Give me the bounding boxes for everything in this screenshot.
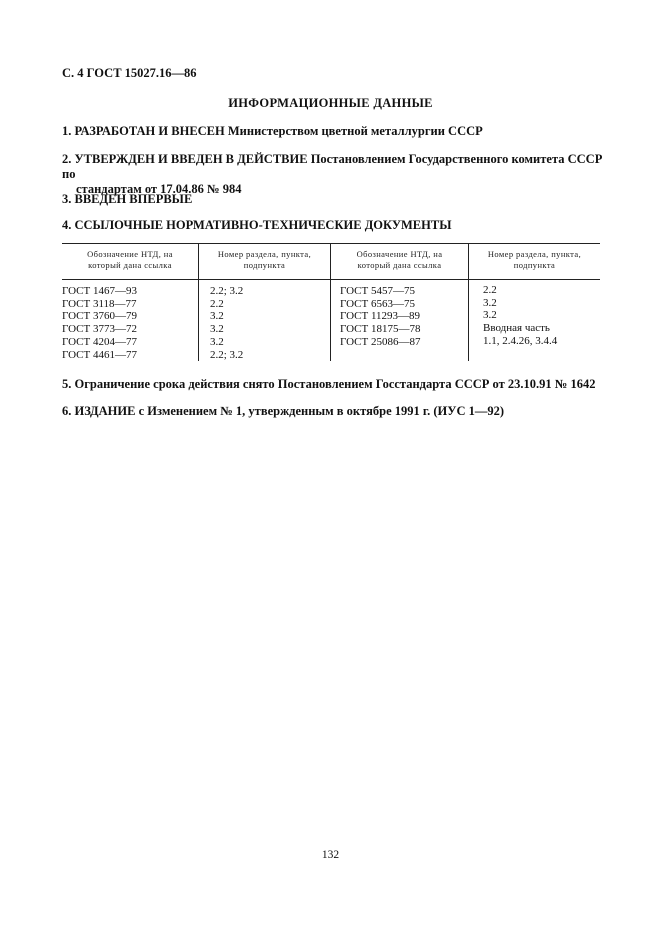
info-item-2 <box>62 152 612 197</box>
table-top-rule <box>62 243 600 244</box>
section-title: ИНФОРМАЦИОННЫЕ ДАННЫЕ <box>228 96 433 110</box>
table-cell: 3.2 <box>210 323 224 336</box>
info-item-2-text: Постановлением Государственного комитета СССР по <box>62 152 603 181</box>
table-cell: ГОСТ 5457—75 <box>340 285 415 297</box>
left-docs-column <box>62 285 137 361</box>
table-cell: 1.1, 2.4.26, 3.4.4 <box>483 334 558 347</box>
header-line: подпункта <box>243 260 286 270</box>
table-cell: ГОСТ 11293—89 <box>340 310 421 323</box>
header-line: Номер раздела, пункта, <box>217 249 312 259</box>
table-cell: ГОСТ 25086—87 <box>340 335 421 348</box>
info-item-1-text: Министерством цветной металлургии СССР <box>224 124 483 138</box>
table-header-doc-right <box>331 249 468 271</box>
info-item-4: 4. ССЫЛОЧНЫЕ НОРМАТИВНО-ТЕХНИЧЕСКИЕ ДОКУМЕНТЫ <box>62 218 452 232</box>
left-refs-column <box>210 285 243 361</box>
table-cell: ГОСТ 4204—77 <box>62 335 137 348</box>
right-refs-column <box>483 284 557 348</box>
table-cell: 2.2 <box>210 297 224 310</box>
table-cell: 3.2 <box>483 296 497 309</box>
info-item-2-continuation: стандартам от 17.04.86 № 984 <box>76 182 242 196</box>
header-line: который дана ссылка <box>88 260 172 270</box>
table-cell: ГОСТ 3773—72 <box>62 323 137 336</box>
info-item-1 <box>62 124 483 139</box>
info-item-2-lead: 2. УТВЕРЖДЕН И ВВЕДЕН В ДЕЙСТВИЕ <box>62 152 308 166</box>
table-cell: ГОСТ 3760—79 <box>62 310 137 323</box>
header-line: Обозначение НТД, на <box>356 249 443 259</box>
table-cell: 3.2 <box>210 335 224 348</box>
table-cell: ГОСТ 3118—77 <box>62 297 137 310</box>
table-cell: ГОСТ 1467—93 <box>62 285 137 297</box>
table-header-rule <box>62 279 600 280</box>
right-docs-column <box>340 285 420 349</box>
info-item-3: 3. ВВЕДЕН ВПЕРВЫЕ <box>62 192 193 206</box>
table-cell: 3.2 <box>210 310 224 323</box>
table-cell: 3.2 <box>483 309 497 322</box>
table-header-ref-right <box>469 249 600 271</box>
document-header: С. 4 ГОСТ 15027.16—86 <box>62 66 197 80</box>
info-item-6: 6. ИЗДАНИЕ с Изменением № 1, утвержденным в октябре 1991 г. (ИУС 1—92) <box>62 404 505 418</box>
table-cell: Вводная часть <box>483 322 550 335</box>
header-line: Номер раздела, пункта, <box>487 249 582 259</box>
info-item-1-lead: 1. РАЗРАБОТАН И ВНЕСЕН <box>62 124 225 138</box>
page-number: 132 <box>321 849 340 861</box>
info-item-5: 5. Ограничение срока действия снято Постановлением Госстандарта СССР от 23.10.91 № 1642 <box>62 377 596 391</box>
table-cell: ГОСТ 18175—78 <box>340 323 421 336</box>
table-header-ref-left <box>199 249 330 271</box>
table-cell: 2.2; 3.2 <box>210 285 244 297</box>
header-line: подпункта <box>513 260 556 270</box>
header-line: Обозначение НТД, на <box>87 249 173 259</box>
table-cell: 2.2; 3.2 <box>210 348 244 361</box>
table-header-doc-left <box>62 249 198 271</box>
table-cell: ГОСТ 6563—75 <box>340 297 415 310</box>
table-cell: 2.2 <box>483 284 497 296</box>
reference-table <box>62 243 600 361</box>
table-cell: ГОСТ 4461—77 <box>62 348 137 361</box>
header-line: который дана ссылка <box>357 260 442 270</box>
